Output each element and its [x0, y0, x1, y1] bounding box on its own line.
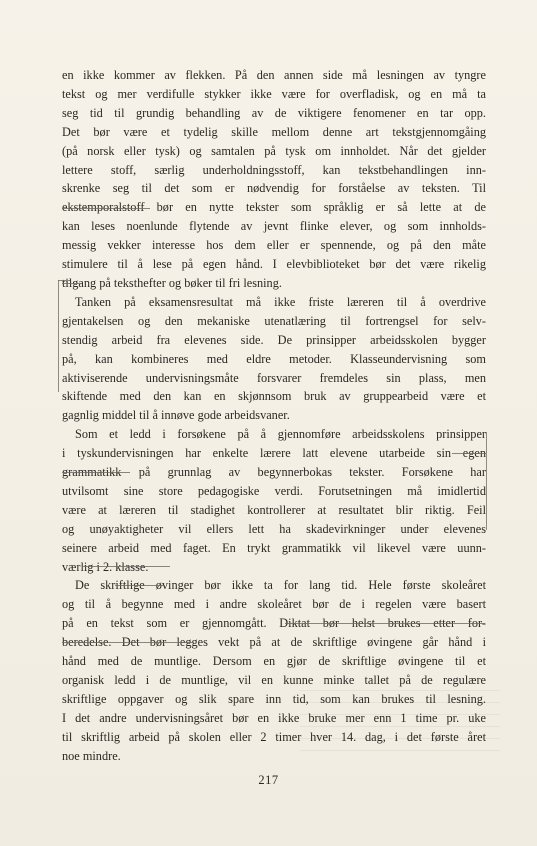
text-line: (på norsk eller tysk) og samtalen på tysk om innholdet. Når det gjelder	[62, 143, 486, 158]
underline-ekstemporalstoff	[62, 208, 150, 209]
text-line: gjentakelsen og den mekaniske utenatlæring til fortrengsel for selv-	[62, 313, 486, 328]
text-line: skrenke seg til det som er nødvendig for forståelse av teksten. Til	[62, 181, 486, 196]
margin-bracket-top	[58, 280, 70, 281]
text-line: og unøyaktigheter vil ellers lett ha skadevirkninger under elevenes	[62, 521, 486, 536]
text-line: på, kan kombineres med eldre metoder. Klasseundervisning som	[62, 351, 486, 366]
text-line: I det andre undervisningsåret bør en ikke bruke mer enn 1 time pr. uke	[62, 710, 486, 725]
page-number: 217	[258, 773, 279, 787]
text-line: messig vekker interesse hos dem eller er spennende, og på den måte	[62, 238, 486, 253]
text-line: værlig i 2. klasse.	[62, 559, 149, 574]
margin-bracket-left	[58, 280, 59, 392]
text-line: gagnlig middel til å innøve gode arbeidsvaner.	[62, 408, 290, 423]
text-line: skriftlige oppgaver og slik spare inn tid, som kan brukes til lesning.	[62, 691, 486, 706]
text-line: stendig arbeid fra elevenes side. De prinsipper arbeidsskolen bygger	[62, 332, 486, 347]
underline-begynne	[115, 585, 165, 586]
body-text	[62, 66, 486, 766]
underline-grammatikk	[62, 472, 130, 473]
text-line: grammatikk på grunnlag av begynnerbokas tekster. Forsøkene har	[62, 465, 486, 480]
underline-hand-i	[285, 623, 485, 624]
text-line: kan leses noenlunde flytende av jevnt flinke elever, og som innholds-	[62, 219, 486, 234]
text-line: og til å begynne med i andre skoleåret bør de i regelen være basert	[62, 597, 486, 612]
underline-tilgang	[62, 283, 82, 284]
text-line: utvilsomt sine store pedagogiske verdi. Forutsetningen må imidlertid	[62, 483, 486, 498]
text-line: stimulere til å lese på egen hånd. I elevbiblioteket bør det være rikelig	[62, 257, 486, 272]
text-line: noe mindre.	[62, 748, 121, 763]
text-line: seg tid til grundig behandling av de viktigere fenomener en tar opp.	[62, 105, 486, 120]
text-line: De skriftlige øvinger bør ikke ta for lang tid. Hele første skoleåret	[75, 578, 486, 593]
underline-skriftlige-ovinger	[82, 566, 170, 567]
underline-hand-muntlige	[62, 642, 194, 643]
text-line: Som et ledd i forsøkene på å gjennomføre arbeidsskolens prinsipper	[75, 427, 486, 442]
text-line: hånd med de muntlige. Dersom en gjør de skriftlige øvingene til et	[62, 654, 486, 669]
margin-bracket-right	[486, 432, 487, 530]
text-line: på en tekst som er gjennomgått. Diktat bør helst brukes etter for-	[62, 616, 486, 631]
text-line: seinere arbeid med faget. En trykt grammatikk vil likevel være uunn-	[62, 540, 486, 555]
text-line: i tyskundervisningen har enkelte lærere latt elevene utarbeide sin egen	[62, 446, 486, 461]
text-line: lettere stoff, særlig underholdningsstoff, kan tekstbehandlingen inn-	[62, 162, 486, 177]
text-line: Tanken på eksamensresultat må ikke friste læreren til å overdrive	[75, 294, 486, 309]
text-line: organisk ledd i de muntlige, vil en kunne minke tallet på de regulære	[62, 673, 486, 687]
text-line: skiftende med den kan en skjønnsom bruk av gruppearbeid være et	[62, 389, 486, 404]
text-line: til skriftlig arbeid på skolen eller 2 timer hver 14. dag, i det første året	[62, 729, 486, 744]
underline-egen	[452, 453, 486, 454]
text-line: tilgang på teksthefter og bøker til fri lesning.	[62, 275, 282, 290]
text-line: beredelse. Det bør legges vekt på at de skriftlige øvingene går hånd i	[62, 635, 486, 650]
text-line: være at læreren til stadighet kontrollerer at resultatet blir riktig. Feil	[62, 502, 486, 517]
text-line: aktiviserende undervisningsmåte forsvarer fremdeles sin plass, men	[62, 370, 486, 385]
text-line: tekst og mer verdifulle stykker ikke være for overfladisk, og en må ta	[62, 86, 486, 101]
text-line: Det bør være et tydelig skille mellom denne art tekstgjennomgåing	[62, 124, 486, 139]
text-line: en ikke kommer av flekken. På den annen side må lesningen av tyngre	[62, 68, 486, 82]
text-line: ekstemporalstoff bør en nytte tekster som språklig er så lette at de	[62, 200, 486, 215]
